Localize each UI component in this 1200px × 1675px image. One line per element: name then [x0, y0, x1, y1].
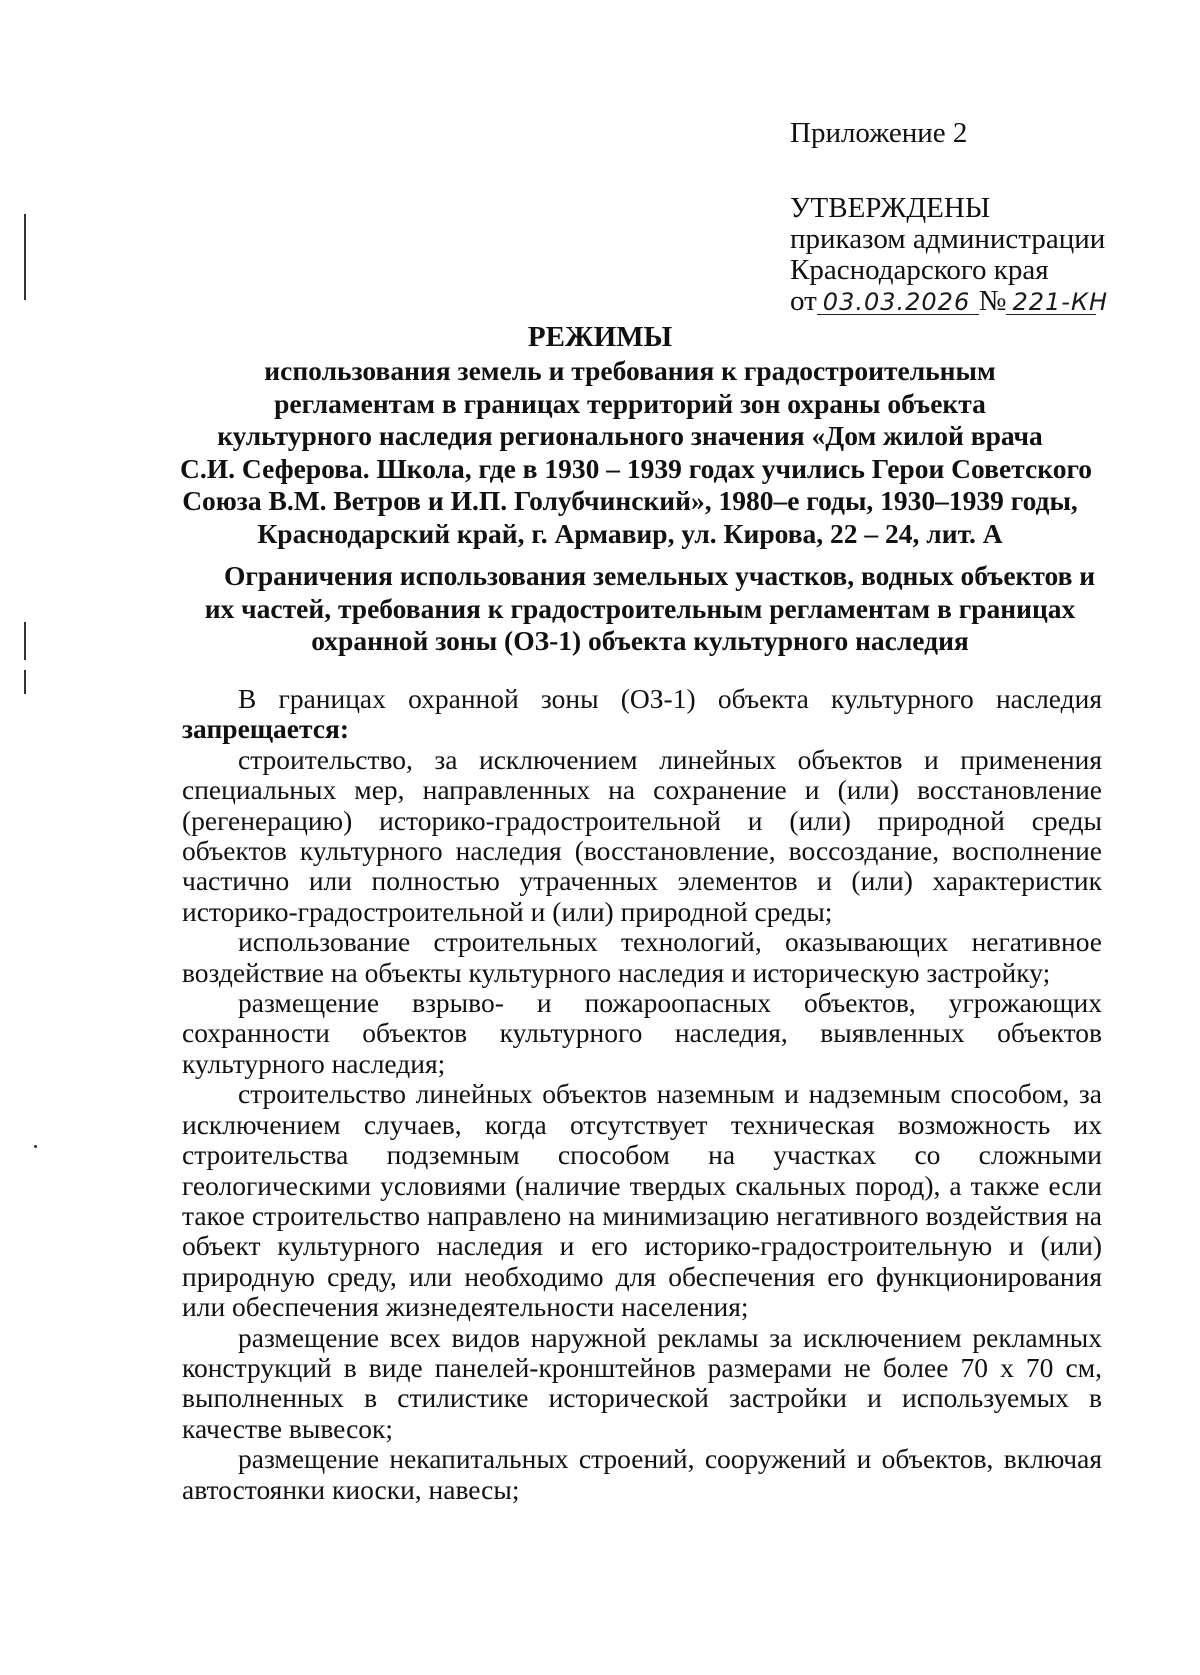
handwritten-date: 03.03.2026 — [817, 290, 979, 315]
approval-date-line — [790, 286, 1170, 317]
binder-mark — [24, 622, 26, 660]
approved-label: УТВЕРЖДЕНЫ — [790, 192, 991, 224]
prohibition-item: размещение взрыво- и пожароопасных объектов, угрожающих сохранности объектов культурного наследия, выявленных объектов культурного наследия; — [182, 987, 1102, 1079]
section-heading-line: их частей, требования к градостроительным регламентам в границах — [204, 592, 1076, 624]
prohibition-item: строительство, за исключением линейных объектов и применения специальных мер, направленных на сохранение и (или) восстановление (регенерацию) историко-градостроительной и (или) природной среды объектов культурного наследия (восстановление, воссоздание, восполнение частично или полностью утраченных элементов и (или) характеристик историко-градостроительной и (или) природной среды; — [182, 743, 1102, 927]
binder-mark — [24, 670, 26, 694]
subtitle-line: Краснодарский край, г. Армавир, ул. Кирова, 22 – 24, лит. А — [257, 517, 1003, 549]
subtitle-line: регламентам в границах территорий зон охраны объекта — [274, 387, 986, 419]
date-prefix: от — [790, 285, 817, 317]
handwritten-number: 221-КН — [1006, 290, 1096, 315]
subtitle-line: С.И. Сеферова. Школа, где в 1930 – 1939 годах учились Герои Советского — [180, 452, 1092, 484]
section-heading-line: охранной зоны (ОЗ-1) объекта культурного наследия — [311, 625, 969, 656]
body-intro-paragraph — [182, 684, 1102, 745]
prohibition-item: строительство линейных объектов наземным и надземным способом, за исключением случаев, когда отсутствует техническая возможность их строительства подземным способом на участках со сложными геологическими условиями (наличие твердых скальных пород), а также если такое строительство направлено на минимизацию негативного воздействия на объект культурного наследия и его историко-градостроительную и (или) природную среду, или необходимо для обеспечения его функционирования или обеспечения жизнедеятельности населения; — [182, 1078, 1102, 1323]
approval-line-2: Краснодарского края — [790, 254, 1049, 286]
document-title: РЕЖИМЫ — [527, 321, 673, 353]
prohibition-item: размещение всех видов наружной рекламы за исключением рекламных конструкций в виде панелей-кронштейнов размерами не более 70 х 70 см, выполненных в стилистике исторической застройки и используемых в качестве вывесок; — [182, 1321, 1102, 1444]
section-heading — [200, 560, 1096, 658]
approval-line-1: приказом администрации — [790, 223, 1106, 255]
document-subtitle — [180, 355, 1092, 550]
intro-bold: запрещается: — [182, 713, 350, 745]
document-body — [182, 684, 1102, 1505]
approval-block — [790, 118, 1170, 317]
appendix-label: Приложение 2 — [790, 117, 968, 149]
binder-dot — [34, 1145, 37, 1148]
prohibition-item: использование строительных технологий, оказывающих негативное воздействие на объекты культурного наследия и историческую застройку; — [182, 926, 1102, 988]
subtitle-line: культурного наследия регионального значения «Дом жилой врача — [217, 420, 1043, 451]
intro-text: В границах охранной зоны (ОЗ-1) объекта культурного наследия — [238, 683, 1102, 714]
prohibition-item: размещение некапитальных строений, сооружений и объектов, включая автостоянки киоски, навесы; — [182, 1443, 1102, 1505]
binder-mark — [24, 214, 26, 300]
subtitle-line: Союза В.М. Ветров и И.П. Голубчинский», 1980–е годы, 1930–1939 годы, — [182, 485, 1078, 516]
section-heading-line: Ограничения использования земельных участков, водных объектов и — [224, 560, 1096, 591]
number-prefix: № — [978, 285, 1007, 317]
subtitle-line: использования земель и требования к градостроительным — [264, 355, 996, 386]
